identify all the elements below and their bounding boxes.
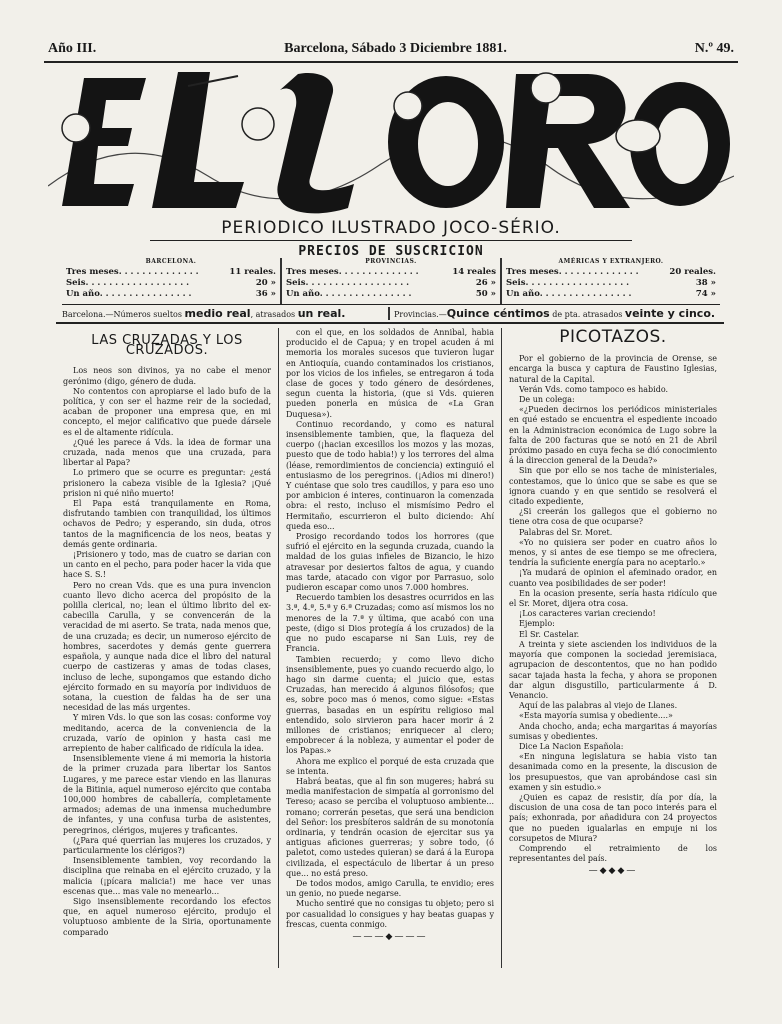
article-paragraph: ¿Si creerán los gallegos que el gobierno no tiene otra cosa de que ocuparse? (509, 507, 717, 527)
article-paragraph: ¿Qué les parece á Vds. la idea de formar una cruzada, nada menos que una cruzada, para libertar al Papa? (63, 437, 271, 468)
price-row: Un año. . . . . . . . . . . . . . . . 36 » (66, 289, 276, 299)
article-paragraph: De un colega: (519, 395, 575, 405)
price-column-provincias (280, 258, 500, 304)
prices-title: PRECIOS DE SUSCRICION (298, 244, 484, 259)
article-paragraph: Insensiblemente viene á mi memoria la historia de la primer cruzada para libertar los Santos Lugares, y me parece estar viendo en las llanuras de la Bitinia, aquel numeroso ejército que contaba 100,000 hombres de caballería, completamente armados; ademas de una inmensa muchedumbre de infantes, y una confusa turba de asistentes, peregrinos, clérigos, mujeres y traficantes. (63, 754, 271, 835)
end-divider: —◆◆◆— (588, 866, 638, 877)
masthead-illustration (48, 66, 734, 218)
article-paragraph: Sin que por ello se nos tache de ministeriales, contestamos, que lo único que se sabe es que se ignora cuando y en que sentido se resolverá el citado expediente, (509, 466, 717, 507)
article-paragraph: «Yo no quisiera ser poder en cuatro años lo menos, y si antes de ese tiempo se me ofreciera, tendría la suficiente energía para no aceptarlo.» (509, 537, 717, 568)
price-table (62, 258, 720, 304)
article-column-continuation (278, 328, 501, 968)
article-column-picotazos (501, 328, 724, 968)
price-row: Un año. . . . . . . . . . . . . . . . 74 » (506, 289, 716, 299)
article-paragraph: (¿Para qué querrian las mujeres los cruzados, y particularmente los clérigos?) (63, 835, 271, 855)
article-paragraph: ¡Prisionero y todo, mas de cuatro se darian con un canto en el pecho, para poder hacer la vida que hace S. S.! (63, 550, 271, 580)
article-paragraph: Los neos son divinos, ya no cabe el menor gerónimo (digo, género de duda. (63, 366, 271, 386)
price-column-americas (500, 258, 720, 304)
price-row: Seis. . . . . . . . . . . . . . . . . . 20 » (66, 278, 276, 288)
header-rule (44, 61, 738, 63)
year-label: Año III. (48, 41, 97, 56)
article-paragraph: con el que, en los soldados de Annibal, habia producido el de Capua; y en tropel acuden á mi memoria los morales sucesos que tuvieron lugar en Antioquía, cuando contaminados los cristianos, por los vicios de los infieles, se entregaron á toda clase de goces y todo género de desórdenes, segun cuenta la historia, (que si Vds. quieren pueden ponerla en música de «La Gran Duquesa»). (286, 328, 494, 419)
article-paragraph: Aquí de las palabras al viejo de Llanes. (519, 701, 678, 711)
article-paragraph: Habrá beatas, que al fin son mugeres; habrá su media manifestacion de simpatía al gorronismo del Tereso; acaso se perciba el voluptuoso ambiente... romano; correrán pesetas, que será una bendicion del Señor: los presbíteros saldrán de su monotonía ordinaria, y tendrán ocasion de ejercitar sus ya antiguas aficiones guerreras; y sobre todo, (ó paletot, como ustedes quieran) se dará á la Europa civilizada, el espectáculo de libertar á un preso que... no está preso. (286, 776, 494, 878)
article-paragraph: Ejemplo: (519, 619, 555, 629)
end-divider: ———◆——— (352, 931, 428, 942)
article-paragraph: A treinta y siete ascienden los individuos de la mayoría que componen la sociedad jeremisiaca, agrupacion de descontentos, que no han podido sacar tajada hasta la fecha, y ahora se proponen dar algun disgustillo, particularmente á D. Venancio. (509, 639, 717, 700)
article-paragraph: El Sr. Castelar. (519, 629, 580, 639)
price-rule (62, 304, 720, 305)
article-paragraph: Mucho sentiré que no consigas tu objeto; pero si por casualidad lo consigues y hay beatas guapas y frescas, cuenta conmigo. (286, 899, 494, 929)
price-row: Tres meses. . . . . . . . . . . . . . 20 reales. (506, 267, 716, 277)
article-paragraph: Verán Vds. como tampoco es habido. (519, 384, 669, 394)
article-paragraph: Ahora me explico el porqué de esta cruzada que se intenta. (286, 756, 494, 776)
article-paragraph: Continuo recordando, y como es natural insensiblemente tambien, que, la flaqueza del cuerpo (¡hacian excesillos los mozos y las mozas, puesto que de todo habia!) y los terrores del alma (léase, remordimientos de conciencia) extinguió el entusiasmo de los peregrinos. (¡Adios mi dinero!) Y cuéntase que solo tres caudillos, y para eso uno por ambicion é interes, continuaron la comenzada obra: el resto, incluso el mismísimo Pedro el Hermitaño, escurrieron el bulto diciendo: Ahí queda eso... (286, 419, 494, 531)
article-paragraph: Recuerdo tambien los desastres ocurridos en las 3.ª, 4.ª, 5.ª y 6.ª Cruzadas; como así mismos los no menores de la 7.ª y última, que acabó con una peste, (digo si Dios protegía á los cruzados) de la que no pudo escaparse ni San Luis, rey de Francia. (286, 593, 494, 654)
article-paragraph: ¡Ya mudará de opinion el afeminado orador, en cuanto vea posibilidades de ser poder! (509, 568, 717, 588)
article-paragraph: Tambien recuerdo; y como llevo dicho insensiblemente, pues yo cuando recuerdo algo, lo hago sin darme cuenta; el juicio que, estas Cruzadas, han merecido á algunos filósofos; que es, sobre poco mas ó menos, como sigue: «Estas guerras, basadas en un espíritu religioso mal entendido, solo sirvieron para hacer morir á 2 millones de cristianos; enriquecer al clero; empobrecer á la nobleza, y aumentar el poder de los Papas.» (286, 654, 494, 756)
article-paragraph: De todos modos, amigo Carulla, te envidio; eres un genio, no puede negarse. (286, 878, 494, 899)
single-issue-prices (62, 306, 720, 320)
provincias-issue-price: Provincias.—Quince céntimos de pta. atrasados veinte y cinco. (388, 307, 720, 320)
article-paragraph: No contentos con apropiarse el lado bufo de la política, y con ser el hazme reir de la sociedad, acaban de proponer una empresa que, en mi concepto, el mejor calificativo que puede dársele es el de altamente ridícula. (63, 386, 271, 437)
masthead-subtitle: PERIODICO ILUSTRADO JOCO-SÉRIO. (221, 218, 561, 238)
article-paragraph: Palabras del Sr. Moret. (519, 527, 613, 537)
article-paragraph: Por el gobierno de la provincia de Orense, se encarga la busca y captura de Faustino Iglesias, natural de la Capital. (509, 354, 717, 384)
article-title: LAS CRUZADAS Y LOS CRUZADOS. (91, 333, 243, 359)
price-row: Seis. . . . . . . . . . . . . . . . . . 26 » (286, 278, 496, 288)
article-title: PICOTAZOS. (559, 328, 667, 347)
article-paragraph: Comprendo el retraimiento de los representantes del país. (509, 843, 717, 864)
article-paragraph: «¿Pueden decirnos los periódicos ministeriales en qué estado se encuentra el espediente incoado en la Administracion económica de Lugo sobre la falta de 200 facturas que se notó en 21 de Abril próximo pasado en cuya fecha se dió conocimiento á la direccion general de la Deuda?» (509, 405, 717, 466)
article-paragraph: Insensiblemente tambien, voy recordando la disciplina que reinaba en el ejército cruzado, y la malicia (¡pícara malicia!) me hace ver unas escenas que... mas vale no menearlo... (63, 856, 271, 896)
article-paragraph: Anda chocho, anda; echa margaritas á mayorías sumisas y obedientes. (509, 721, 717, 741)
price-column-head: PROVINCIAS. (365, 258, 417, 265)
article-paragraph: El Papa está tranquilamente en Roma, disfrutando tambien con tranquilidad, los últimos ochavos de Pedro; y esperando, sin duda, otros tantos de la magnificencia de los neos, beatas y demás gente ordinaria. (63, 499, 271, 549)
header-line (48, 38, 734, 60)
article-paragraph: Prosigo recordando todos los horrores (que sufrió el ejército en la segunda cruzada, cuando la maldad de los guias infieles de Bizancio, le hizo atravesar por desiertos faltos de agua, y cuando mas tarde, atacado con vigor por Parrasuo, solo pudieron escapar como unos 7.000 hombres. (286, 532, 494, 593)
barcelona-issue-price: Barcelona.—Números sueltos medio real, atrasados un real. (62, 306, 346, 320)
article-paragraph: Lo primero que se ocurre es preguntar: ¿está prisionero la cabeza visible de la Iglesia? ¡Qué prision ni qué niño muerto! (63, 468, 271, 498)
article-paragraph: ¿Quien es capaz de resistir, día por día, la discusion de una cosa de tan poco interés para el país; exhonrada, por añadidura con 24 proyectos que no pueden igualarlas en empuje ni los corsupetos de Miura? (509, 792, 717, 843)
price-row: Tres meses. . . . . . . . . . . . . . 11 reales. (66, 267, 276, 277)
price-row: Seis. . . . . . . . . . . . . . . . . . 38 » (506, 278, 716, 288)
article-paragraph: Y miren Vds. lo que son las cosas: conforme voy meditando, acerca de la conveniencia de la cruzada, varío de opinion y hasta casi me arrepiento de haber calificado de ridícula la idea. (63, 713, 271, 753)
article-columns (56, 328, 724, 968)
price-column-barcelona (62, 258, 280, 304)
article-column-cruzadas (56, 328, 278, 968)
article-paragraph: Dice La Nacion Española: (519, 741, 624, 751)
article-paragraph: Sigo insensiblemente recordando los efectos que, en aquel numeroso ejército, produjo el voluptuoso ambiente de la Siria, oportunamente comparado (63, 896, 271, 937)
price-column-head: BARCELONA. (145, 258, 197, 265)
subtitle-rule (150, 240, 632, 241)
article-paragraph: En la ocasion presente, sería hasta ridículo que el Sr. Moret, dijera otra cosa. (509, 588, 717, 609)
price-row: Tres meses. . . . . . . . . . . . . . 14 reales (286, 267, 496, 277)
dateline: Barcelona, Sábado 3 Diciembre 1881. (284, 41, 507, 56)
masthead-title-art (48, 66, 734, 218)
columns-top-rule (56, 322, 724, 324)
article-paragraph: ¡Los caracteres varian creciendo! (519, 609, 656, 619)
article-paragraph: «En ninguna legislatura se habia visto tan desanimada como en la presente, la discusion de los presupuestos, que van aprobándose casi sin examen y sin estudio.» (509, 752, 717, 792)
article-paragraph: «Esta mayoría sumisa y obediente....» (519, 711, 673, 721)
issue-number: N.º 49. (694, 41, 734, 56)
article-paragraph: Pero no crean Vds. que es una pura invencion cuanto llevo dicho acerca del propósito de la polilla clerical, no; lean el último librito del ex-cabecilla Carulla, y se convencerán de la veracidad de mi aserto. Se trata, nada menos que, de una cruzada; es decir, un numeroso ejército de hombres, sacerdotes y demás gente guerrera española, y aunque nada dice el libro del natural cuerpo de castizeras y amas de todas clases, incluso de leche, supongamos que estando dicho ejército formado en su mayoría por individuos de sotana, la cuestion de faldas ha de ser una necesidad de las más urgentes. (63, 580, 271, 713)
price-column-head: AMÉRICAS Y EXTRANJERO. (558, 258, 664, 265)
price-row: Un año. . . . . . . . . . . . . . . . 50 » (286, 289, 496, 299)
